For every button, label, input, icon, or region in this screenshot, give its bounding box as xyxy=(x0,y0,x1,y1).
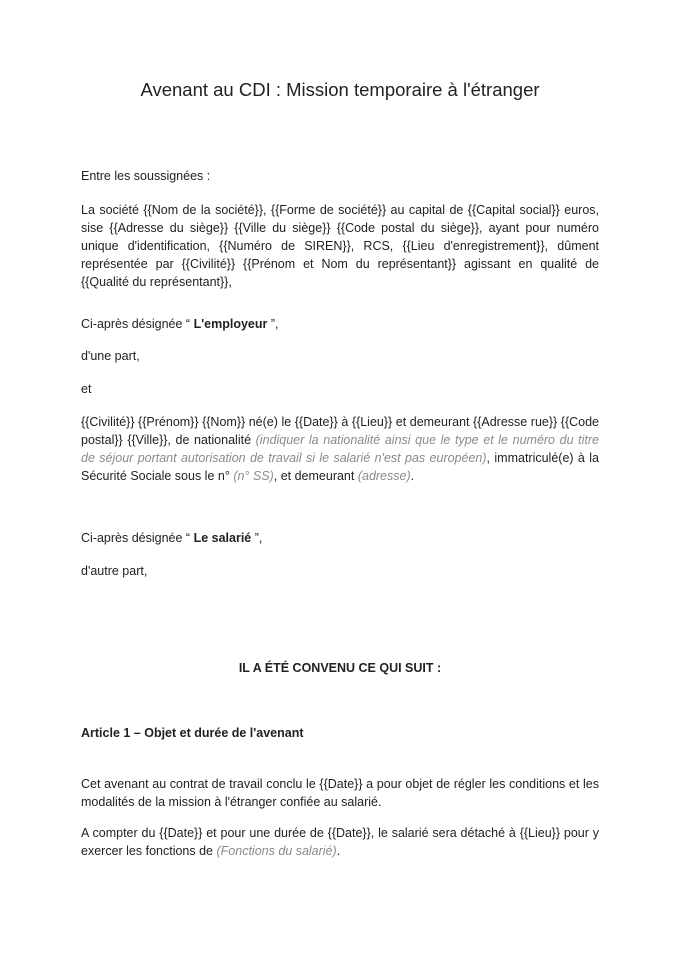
document-title: Avenant au CDI : Mission temporaire à l'étranger xyxy=(140,79,540,100)
employee-text-4: . xyxy=(410,469,415,483)
one-part-line: d'une part, xyxy=(81,349,140,363)
other-part-line: d'autre part, xyxy=(81,564,148,578)
article-1-paragraph-2-text: A compter du {{Date}} et pour une durée de {{Date}}, le salarié sera détaché à {{Lieu}} pour y exercer les fonctions de xyxy=(81,826,599,858)
employer-designation-suffix: ”, xyxy=(267,317,279,331)
employee-paragraph xyxy=(81,413,599,485)
employee-role: Le salarié xyxy=(193,531,252,545)
employee-designation-suffix: ”, xyxy=(251,531,263,545)
employer-designation xyxy=(81,315,599,333)
article-1-paragraph-2 xyxy=(81,824,599,860)
address-hint: (adresse) xyxy=(357,469,411,483)
employee-designation-prefix: Ci-après désignée “ xyxy=(81,531,194,545)
employer-designation-prefix: Ci-après désignée “ xyxy=(81,317,194,331)
employer-role: L'employeur xyxy=(193,317,268,331)
employee-text-3: , et demeurant xyxy=(273,469,358,483)
job-functions-hint: (Fonctions du salarié) xyxy=(216,844,337,858)
agreement-heading: IL A ÉTÉ CONVENU CE QUI SUIT : xyxy=(238,661,442,675)
social-security-hint: (n° SS) xyxy=(233,469,274,483)
article-1-heading: Article 1 – Objet et durée de l'avenant xyxy=(81,726,304,740)
and-line: et xyxy=(81,382,92,396)
employee-text-2: , immatriculé(e) à la Sécurité Sociale sous le n° xyxy=(81,451,599,483)
employee-designation xyxy=(81,529,599,547)
nationality-hint: (indiquer la nationalité ainsi que le type et le numéro du titre de séjour portant autorisation de travail si le salarié n'est pas européen) xyxy=(81,433,599,465)
employee-text-1: {{Civilité}} {{Prénom}} {{Nom}} né(e) le {{Date}} à {{Lieu}} et demeurant {{Adresse rue}} {{Code postal}} {{Ville}}, de nationalité xyxy=(81,415,599,447)
company-paragraph: La société {{Nom de la société}}, {{Forme de société}} au capital de {{Capital social}} euros, sise {{Adresse du siège}} {{Ville du siège}} {{Code postal du siège}}, ayant pour numéro unique d'identification, {{Numéro de SIREN}}, RCS, {{Lieu d'enregistrement}}, dûment représentée par {{Civilité}} {{Prénom et Nom du représentant}} agissant en qualité de {{Qualité du représentant}}, xyxy=(81,203,599,289)
article-1-paragraph-1: Cet avenant au contrat de travail conclu le {{Date}} a pour objet de régler les conditions et les modalités de la mission à l'étranger confiée au salarié. xyxy=(81,777,599,809)
article-1-paragraph-2-end: . xyxy=(336,844,341,858)
intro-line: Entre les soussignées : xyxy=(81,169,211,183)
